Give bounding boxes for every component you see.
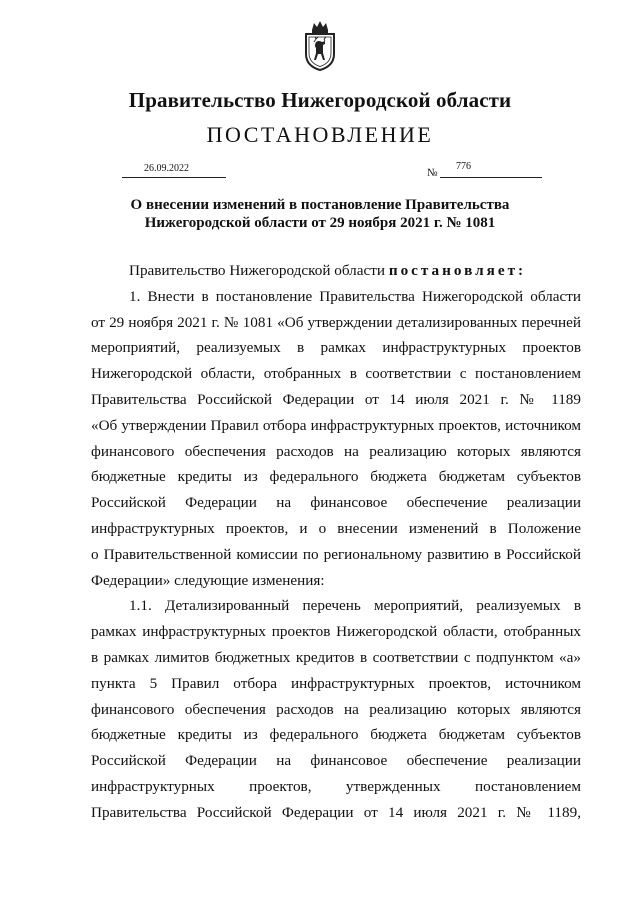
paragraph-line: 1.1. Детализированный перечень мероприятий, реализуемых в — [129, 597, 581, 615]
number-sign: № — [427, 167, 438, 179]
paragraph-line: Правительства Российской Федерации от 14 июля 2021 г. № 1189 — [91, 390, 581, 408]
paragraph-line: финансового обеспечения расходов на реализацию которых являются — [91, 442, 581, 460]
paragraph-line: Нижегородской области, отобранных в соответствии с постановлением — [91, 365, 581, 383]
date-underline — [122, 176, 226, 178]
paragraph-line: «Об утверждении Правил отбора инфраструктурных проектов, источником — [91, 416, 581, 434]
document-body — [91, 258, 581, 826]
paragraph-line: бюджетные кредиты из федерального бюджета бюджетам субъектов — [91, 468, 581, 486]
paragraph-line: бюджетные кредиты из федерального бюджета бюджетам субъектов — [91, 726, 581, 744]
paragraph-line: в рамках лимитов бюджетных кредитов в соответствии с подпунктом «а» — [91, 648, 581, 666]
document-type: ПОСТАНОВЛЕНИЕ — [206, 122, 434, 147]
subject-line: О внесении изменений в постановление Правительства — [130, 197, 510, 213]
paragraph-line: от 29 ноября 2021 г. № 1081 «Об утверждении детализированных перечней — [91, 313, 581, 331]
paragraph-line: Федерации» следующие изменения: — [91, 571, 325, 589]
coat-of-arms-icon — [300, 18, 340, 72]
paragraph-line: Правительства Российской Федерации от 14 июля 2021 г. № 1189, — [91, 803, 581, 821]
paragraph-line: о Правительственной комиссии по региональному развитию в Российской — [91, 545, 581, 563]
paragraph-line: инфраструктурных проектов, и о внесении изменений в Положение — [91, 519, 581, 537]
intro-text: Правительство Нижегородской области — [129, 262, 389, 279]
document-number: 776 — [456, 161, 471, 172]
number-underline — [440, 176, 542, 178]
government-title: Правительство Нижегородской области — [128, 88, 512, 112]
intro-paragraph — [91, 258, 581, 284]
paragraph-line: 1. Внести в постановление Правительства Нижегородской области — [129, 287, 581, 305]
document-subject — [0, 196, 640, 232]
paragraph-line: рамках инфраструктурных проектов Нижегородской области, отобранных — [91, 623, 581, 641]
paragraph-line: инфраструктурных проектов, утвержденных постановлением — [91, 777, 581, 795]
subject-line: Нижегородской области от 29 ноября 2021 г. № 1081 — [144, 215, 496, 231]
paragraph-line: Российской Федерации на финансовое обеспечение реализации — [91, 752, 581, 770]
paragraph-line: мероприятий, реализуемых в рамках инфраструктурных проектов — [91, 339, 581, 357]
intro-resolves: постановляет: — [388, 262, 527, 279]
paragraph-line: финансового обеспечения расходов на реализацию которых являются — [91, 700, 581, 718]
document-date: 26.09.2022 — [144, 163, 189, 174]
paragraph-line: Российской Федерации на финансовое обеспечение реализации — [91, 494, 581, 512]
paragraph-line: пункта 5 Правил отбора инфраструктурных проектов, источником — [91, 674, 581, 692]
